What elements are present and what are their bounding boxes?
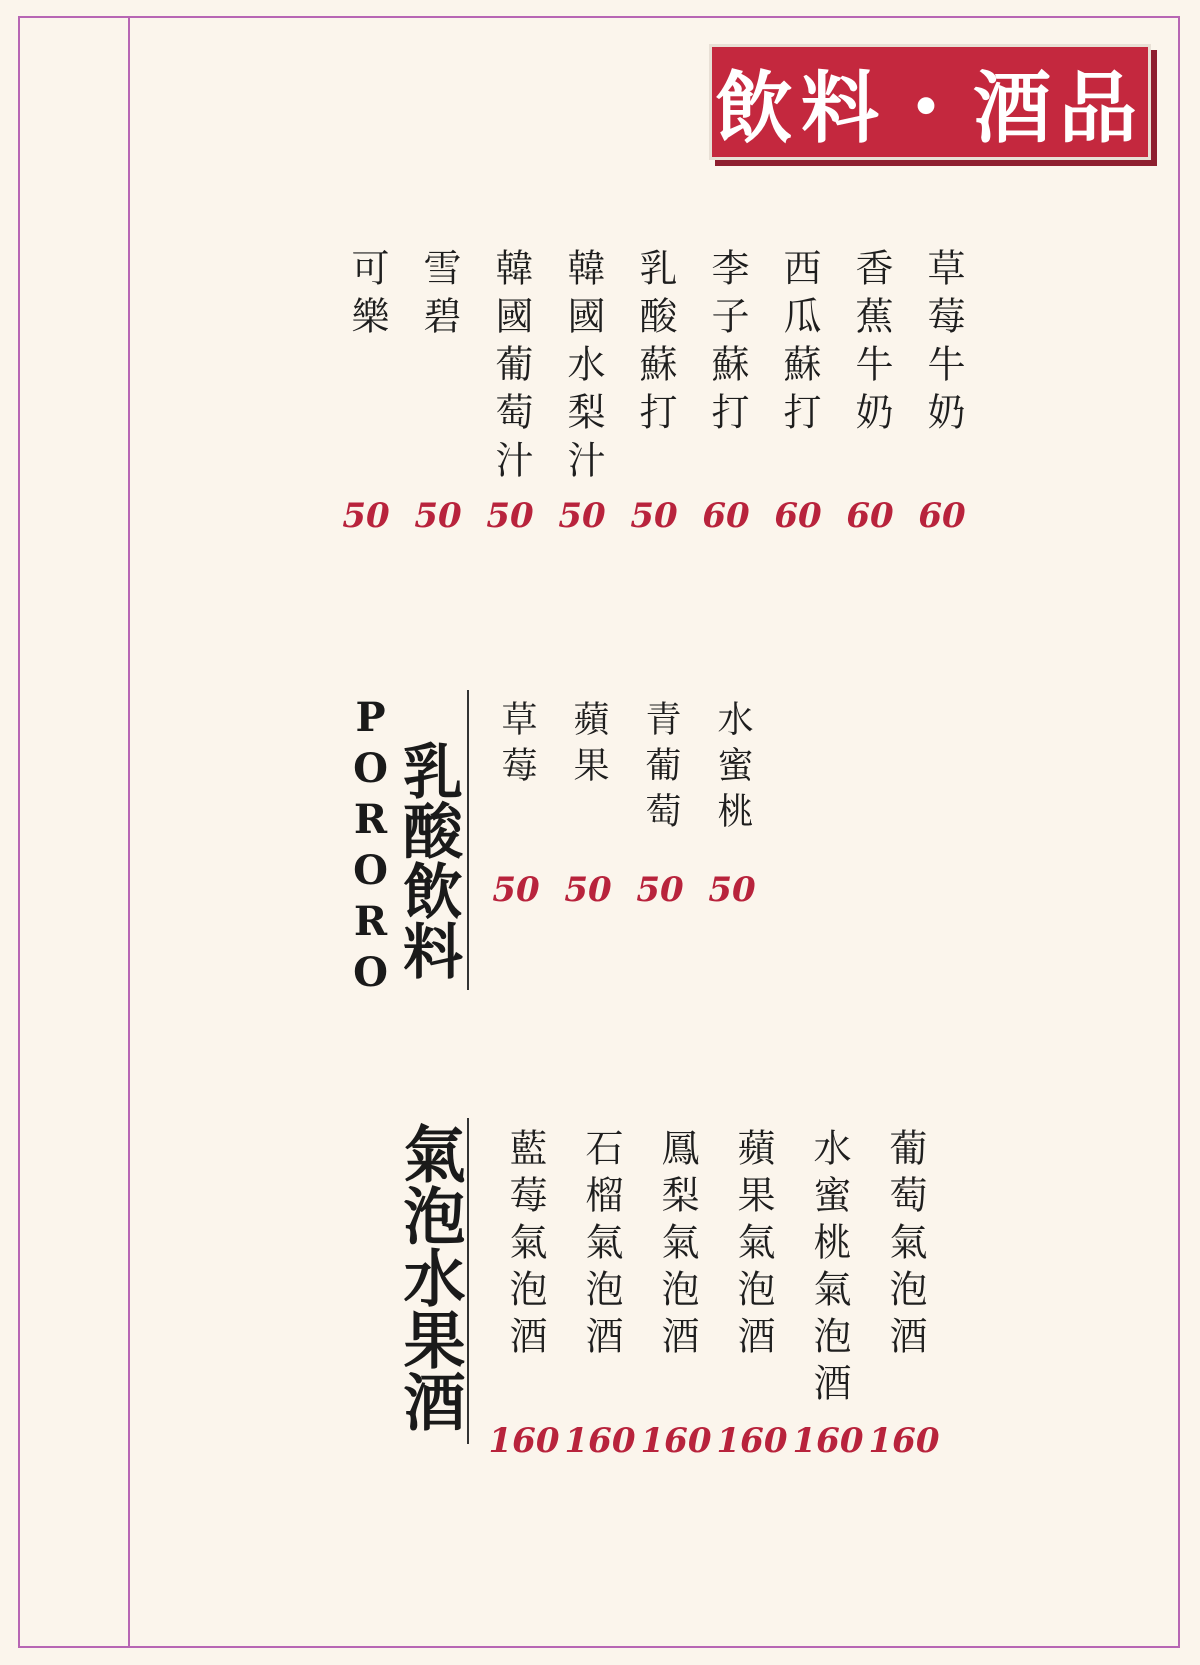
menu-item-name: 水蜜桃: [712, 700, 753, 838]
menu-item-name: 乳酸蘇打: [633, 248, 677, 440]
menu-item-price: 50: [636, 870, 684, 910]
menu-item-price: 60: [702, 496, 750, 536]
menu-item-name: 蘋果: [568, 700, 609, 792]
menu-item-price: 50: [630, 496, 678, 536]
menu-item-name: 藍莓氣泡酒: [503, 1128, 547, 1363]
menu-item-price: 50: [558, 496, 606, 536]
section-divider: [467, 690, 469, 990]
menu-item-price: 50: [564, 870, 612, 910]
sparkling-heading: 氣泡水果酒: [393, 1122, 466, 1432]
section-divider: [467, 1118, 469, 1444]
menu-item-name: 西瓜蘇打: [777, 248, 821, 440]
menu-item-name: 草莓牛奶: [921, 248, 965, 440]
menu-item-name: 韓國水梨汁: [561, 248, 605, 488]
menu-item-price: 160: [564, 1421, 636, 1461]
pororo-heading: 乳酸飲料: [393, 740, 463, 980]
menu-item-name: 香蕉牛奶: [849, 248, 893, 440]
menu-item-name: 青葡萄: [640, 700, 681, 838]
menu-item-name: 水蜜桃氣泡酒: [807, 1128, 851, 1410]
menu-item-price: 60: [846, 496, 894, 536]
menu-item-price: 60: [918, 496, 966, 536]
menu-item-price: 50: [486, 496, 534, 536]
menu-item-name: 韓國葡萄汁: [489, 248, 533, 488]
menu-item-name: 石榴氣泡酒: [579, 1128, 623, 1363]
pororo-heading-latin: PORORO: [347, 694, 394, 1000]
menu-item-name: 雪碧: [417, 248, 461, 344]
title-banner: [709, 44, 1151, 160]
menu-item-name: 草莓: [496, 700, 537, 792]
menu-item-price: 50: [708, 870, 756, 910]
menu-item-name: 可樂: [345, 248, 389, 344]
menu-item-price: 160: [640, 1421, 712, 1461]
menu-item-price: 50: [492, 870, 540, 910]
menu-item-price: 160: [792, 1421, 864, 1461]
menu-item-price: 160: [488, 1421, 560, 1461]
page-title: 飲料・酒品: [714, 63, 1145, 154]
menu-item-name: 鳳梨氣泡酒: [655, 1128, 699, 1363]
menu-item-price: 50: [414, 496, 462, 536]
menu-item-name: 葡萄氣泡酒: [883, 1128, 927, 1363]
menu-item-price: 50: [342, 496, 390, 536]
menu-item-price: 160: [868, 1421, 940, 1461]
menu-item-name: 蘋果氣泡酒: [731, 1128, 775, 1363]
menu-item-name: 李子蘇打: [705, 248, 749, 440]
menu-item-price: 60: [774, 496, 822, 536]
left-margin-line: [128, 18, 130, 1646]
menu-item-price: 160: [716, 1421, 788, 1461]
